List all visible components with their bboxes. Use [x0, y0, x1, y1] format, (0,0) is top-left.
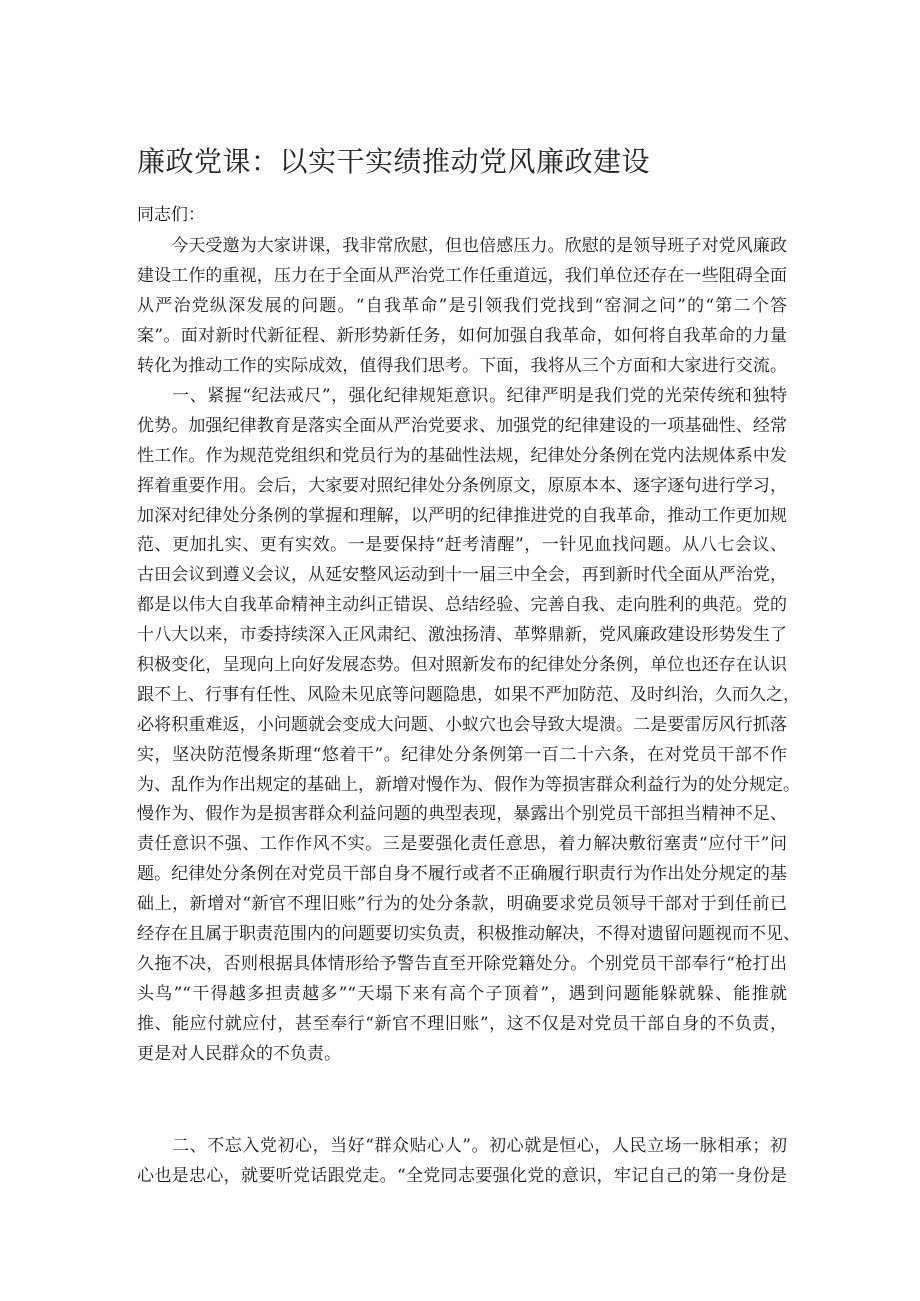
text-line: 础上，新增对“新官不理旧账”行为的处分条款，明确要求党员领导干部对于到任前已	[137, 894, 787, 915]
text-line: 转化为推动工作的实际成效，值得我们思考。下面，我将从三个方面和大家进行交流。	[137, 355, 787, 376]
text-line: 积极变化，呈现向上向好发展态势。但对照新发布的纪律处分条例，单位也还存在认识	[137, 655, 787, 676]
text-line: 题。纪律处分条例在对党员干部自身不履行或者不正确履行职责行为作出处分规定的基	[137, 864, 787, 885]
text-line: 实，坚决防范慢条斯理“悠着干”。纪律处分条例第一百二十六条，在对党员干部不作	[137, 744, 787, 765]
text-line: 经存在且属于职责范围内的问题要切实负责，积极推动解决，不得对遗留问题视而不见、	[137, 924, 800, 945]
text-line: 为、乱作为作出规定的基础上，新增对慢作为、假作为等损害群众利益行为的处分规定。	[137, 774, 800, 795]
text-line: 必将积重难返，小问题就会变成大问题、小蚁穴也会导致大堤溃。二是要雷厉风行抓落	[137, 714, 787, 735]
text-line: 久拖不决，否则根据具体情形给予警告直至开除党籍处分。个别党员干部奉行“枪打出	[137, 953, 787, 974]
salutation: 同志们：	[137, 205, 205, 225]
text-line: 心也是忠心，就要听党话跟党走。“全党同志要强化党的意识，牢记自己的第一身份是	[137, 1165, 787, 1186]
text-line: 慢作为、假作为是损害群众利益问题的典型表现，暴露出个别党员干部担当精神不足、	[137, 804, 787, 825]
document-title: 廉政党课：以实干实绩推动党风廉政建设	[137, 145, 651, 178]
text-line: 挥着重要作用。会后，大家要对照纪律处分条例原文，原原本本、逐字逐句进行学习，	[137, 475, 787, 496]
text-line: 性工作。作为规范党组织和党员行为的基础性法规，纪律处分条例在党内法规体系中发	[137, 445, 787, 466]
text-line: 从严治党纵深发展的问题。“自我革命”是引领我们党找到“窑洞之问”的“第二个答	[137, 295, 787, 316]
text-line: 建设工作的重视，压力在于全面从严治党工作任重道远，我们单位还存在一些阻碍全面	[137, 265, 787, 286]
text-line: 二、不忘入党初心，当好“群众贴心人”。初心就是恒心，人民立场一脉相承；初	[137, 1136, 787, 1156]
text-line: 更是对人民群众的不负责。	[137, 1043, 341, 1064]
text-line: 推、能应付就应付，甚至奉行“新官不理旧账”，这不仅是对党员干部自身的不负责，	[137, 1013, 787, 1034]
text-line: 范、更加扎实、更有实效。一是要保持“赶考清醒”，一针见血找问题。从八七会议、	[137, 535, 787, 556]
paragraph-section-one	[137, 382, 800, 1069]
text-line: 责任意识不强、工作作风不实。三是要强化责任意思，着力解决敷衍塞责“应付干”问	[137, 834, 787, 855]
text-line: 古田会议到遵义会议，从延安整风运动到十一届三中全会，再到新时代全面从严治党，	[137, 565, 787, 586]
text-line: 都是以伟大自我革命精神主动纠正错误、总结经验、完善自我、走向胜利的典范。党的	[137, 595, 787, 616]
paragraph-section-two	[137, 1132, 787, 1192]
paragraph-intro	[137, 232, 787, 381]
text-line: 一、紧握“纪法戒尺”，强化纪律规矩意识。纪律严明是我们党的光荣传统和独特	[137, 386, 787, 406]
text-line: 头鸟”“干得越多担责越多”“天塌下来有高个子顶着”，遇到问题能躲就躲、能推就	[137, 983, 787, 1004]
text-line: 案”。面对新时代新征程、新形势新任务，如何加强自我革命，如何将自我革命的力量	[137, 325, 787, 346]
text-line: 优势。加强纪律教育是落实全面从严治党要求、加强党的纪律建设的一项基础性、经常	[137, 415, 787, 436]
text-line: 加深对纪律处分条例的掌握和理解，以严明的纪律推进党的自我革命，推动工作更加规	[137, 505, 787, 526]
text-line: 十八大以来，市委持续深入正风肃纪、激浊扬清、革弊鼎新，党风廉政建设形势发生了	[137, 625, 787, 646]
text-line: 今天受邀为大家讲课，我非常欣慰，但也倍感压力。欣慰的是领导班子对党风廉政	[137, 236, 787, 256]
text-line: 跟不上、行事有任性、风险未见底等问题隐患，如果不严加防范、及时纠治，久而久之，	[137, 684, 800, 705]
